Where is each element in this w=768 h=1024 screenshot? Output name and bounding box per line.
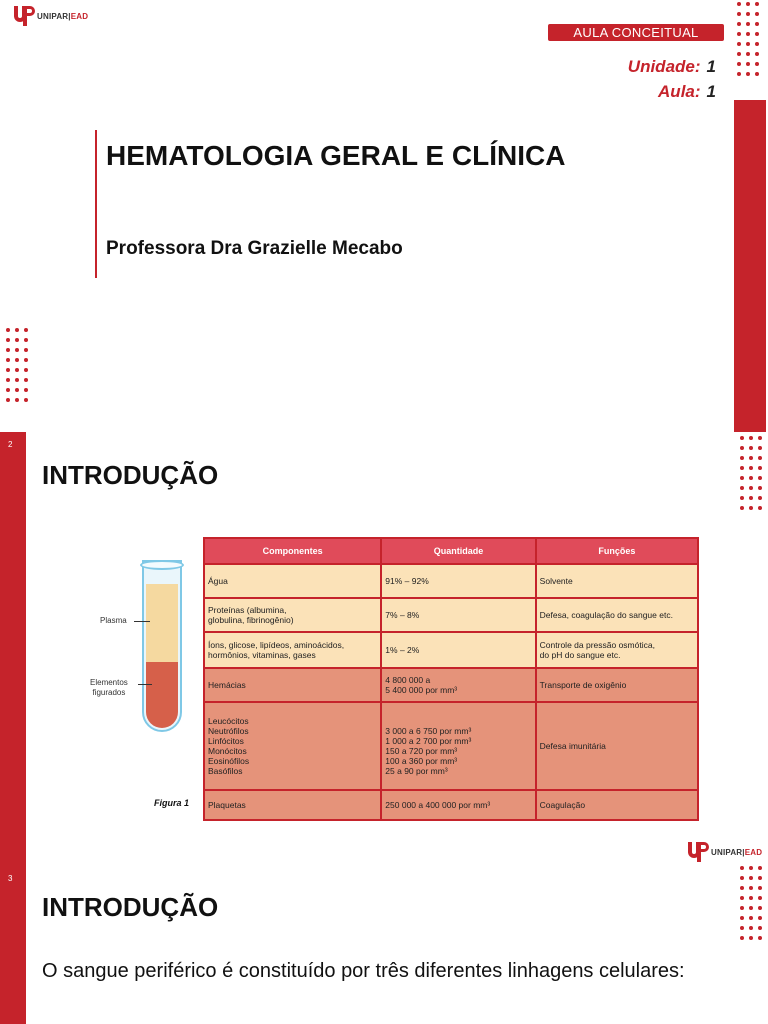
decorative-dots-top-right	[737, 2, 759, 76]
table-row	[204, 702, 698, 790]
logo-suffix: EAD	[70, 11, 89, 21]
elements-label: Elementos figurados	[90, 678, 128, 697]
intro-paragraph: O sangue periférico é constituído por três diferentes linhagens celulares:	[42, 960, 685, 982]
aula-label: Aula:	[658, 82, 701, 101]
cell-quantity: 91% – 92%	[381, 564, 535, 598]
section-title: INTRODUÇÃO	[42, 892, 219, 922]
cell-component: Água	[204, 564, 381, 598]
page-number: 3	[8, 874, 13, 883]
cell-component: Leucócitos Neutrófilos Linfócitos Monócitos Eosinófilos Basófilos	[204, 702, 381, 790]
aula-value: 1	[706, 82, 716, 101]
plasma-pointer	[134, 621, 150, 622]
left-accent-bar	[0, 862, 26, 1024]
unipar-logo-icon	[14, 6, 34, 26]
cell-quantity: 250 000 a 400 000 por mm³	[381, 790, 535, 820]
unidade-line	[628, 57, 716, 77]
blood-tube-illustration	[142, 560, 182, 732]
unidade-value: 1	[706, 57, 716, 76]
table-row	[204, 632, 698, 668]
aula-conceitual-badge: AULA CONCEITUAL	[548, 24, 724, 41]
cell-quantity: 4 800 000 a 5 400 000 por mm³	[381, 668, 535, 702]
header-quantidade: Quantidade	[381, 538, 535, 564]
plasma-label: Plasma	[100, 616, 127, 625]
unipar-logo: UNIPAR|EAD	[688, 842, 762, 862]
blood-components-table	[203, 537, 699, 821]
title-accent-line	[95, 130, 97, 278]
cell-function: Solvente	[536, 564, 698, 598]
right-accent-bar	[734, 100, 766, 432]
decorative-dots-right	[740, 436, 762, 510]
cell-quantity: 1% – 2%	[381, 632, 535, 668]
decorative-dots-right	[740, 866, 762, 940]
table-row	[204, 668, 698, 702]
cell-function: Defesa, coagulação do sangue etc.	[536, 598, 698, 632]
header-componentes: Componentes	[204, 538, 381, 564]
section-title: INTRODUÇÃO	[42, 460, 219, 490]
elements-pointer	[138, 684, 152, 685]
unipar-logo: UNIPAR|EAD	[14, 6, 88, 26]
logo-brand: UNIPAR	[37, 11, 69, 21]
slide-1	[0, 0, 768, 432]
slide-3	[0, 847, 768, 1024]
header-funcoes: Funções	[536, 538, 698, 564]
cell-component: Proteínas (albumina, globulina, fibrinogênio)	[204, 598, 381, 632]
unipar-logo-icon	[688, 842, 708, 862]
decorative-dots-left	[6, 328, 28, 402]
formed-elements-layer	[146, 662, 178, 728]
left-accent-bar	[0, 432, 26, 862]
cell-function: Defesa imunitária	[536, 702, 698, 790]
cell-function: Transporte de oxigênio	[536, 668, 698, 702]
table-row	[204, 790, 698, 820]
cell-function: Coagulação	[536, 790, 698, 820]
cell-quantity: 7% – 8%	[381, 598, 535, 632]
table-row	[204, 564, 698, 598]
slide-2	[0, 432, 768, 862]
aula-line	[658, 82, 716, 102]
page-number: 2	[8, 440, 13, 449]
plasma-layer	[146, 584, 178, 662]
table-row	[204, 598, 698, 632]
logo-brand: UNIPAR	[711, 847, 743, 857]
logo-suffix: EAD	[744, 847, 763, 857]
cell-component: Plaquetas	[204, 790, 381, 820]
professor-name: Professora Dra Grazielle Mecabo	[106, 238, 403, 259]
course-title: HEMATOLOGIA GERAL E CLÍNICA	[106, 140, 566, 171]
unidade-label: Unidade:	[627, 57, 701, 76]
cell-quantity: 3 000 a 6 750 por mm³ 1 000 a 2 700 por mm³ 150 a 720 por mm³ 100 a 360 por mm³ 25 a 90 por mm³	[381, 702, 535, 790]
figure-caption: Figura 1	[154, 798, 190, 808]
table-header-row	[204, 538, 698, 564]
cell-component: Íons, glicose, lipídeos, aminoácidos, hormônios, vitaminas, gases	[204, 632, 381, 668]
cell-function: Controle da pressão osmótica, do pH do sangue etc.	[536, 632, 698, 668]
cell-component: Hemácias	[204, 668, 381, 702]
